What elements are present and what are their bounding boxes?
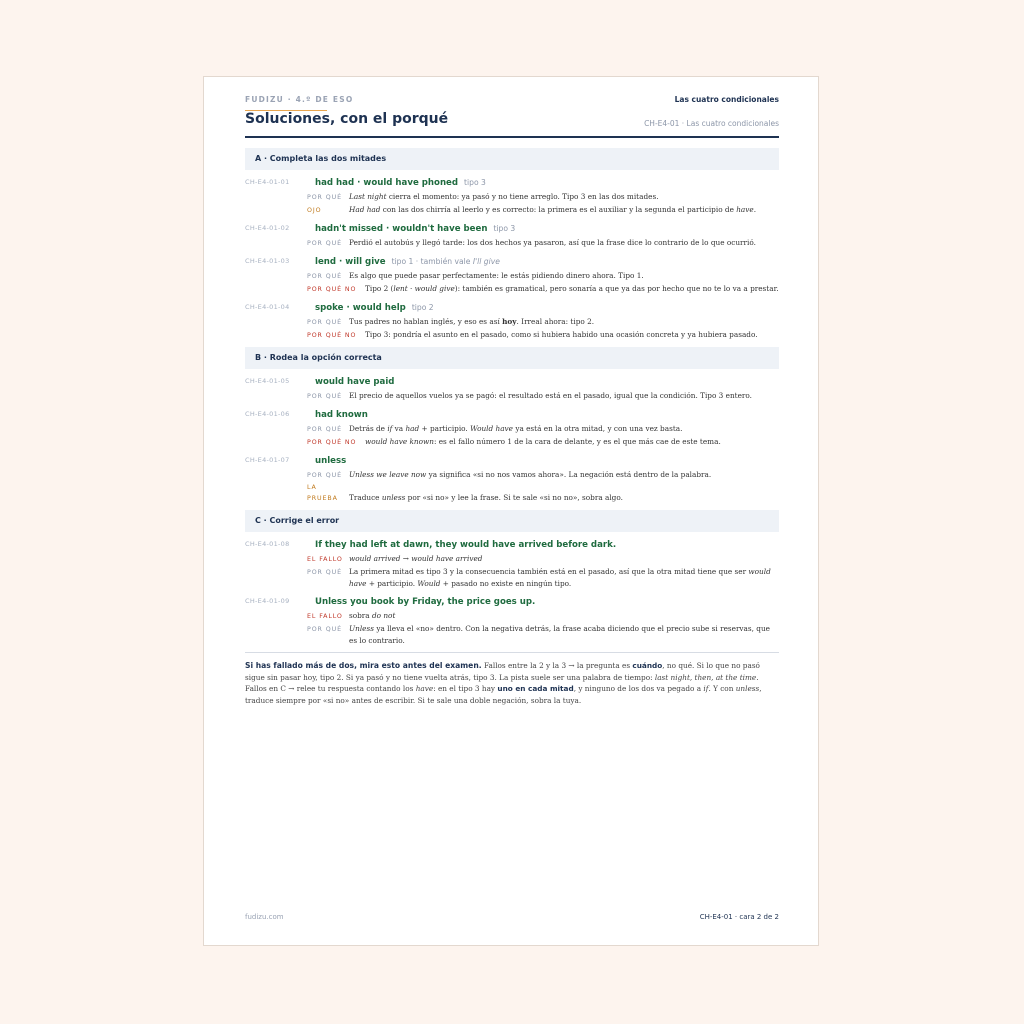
note-porque: POR QUÉ Detrás de if va had + participio. Would have ya está en la otra mitad, y con una vez basta. [307, 424, 683, 433]
note-porque: POR QUÉ Last night cierra el momento: ya pasó y no tiene arreglo. Tipo 3 en las dos mitades. [307, 192, 659, 201]
note-porque: POR QUÉ El precio de aquellos vuelos ya se pagó: el resultado está en el pasado, igual que la condición. Tipo 3 entero. [307, 391, 752, 400]
item-code: CH-E4-01-05 [245, 377, 290, 385]
solution-item [245, 375, 779, 402]
item-answer: had had · would have phoned tipo 3 [315, 178, 486, 188]
item-code: CH-E4-01-02 [245, 224, 290, 232]
brand-label: FUDIZU · 4.º DE ESO [245, 95, 354, 104]
solutions-content [245, 148, 779, 706]
solution-item [245, 538, 779, 589]
section-a-header: A · Completa las dos mitades [245, 148, 779, 170]
page-inner [245, 77, 779, 945]
note-el-fallo: EL FALLO sobra do not [307, 611, 396, 620]
note-porque: POR QUÉ Unless ya lleva el «no» dentro. Con la negativa detrás, la frase acaba diciendo que el precio sube si reservas, que es lo contrario. [307, 624, 770, 645]
note-ojo: OJO Had had con las dos chirría al leerlo y es correcto: la primera es el auxiliar y la segunda el participio de have. [307, 205, 757, 214]
section-b-header: B · Rodea la opción correcta [245, 347, 779, 369]
note-porque-no: POR QUÉ NO Tipo 3: pondría el asunto en el pasado, como si hubiera habido una ocasión concreta y ya hubiera pasado. [307, 330, 758, 339]
summary-paragraph: Si has fallado más de dos, mira esto antes del examen. Fallos entre la 2 y la 3 → la pregunta es cuándo, no qué. Si lo que no pasó sigue sin pasar hoy, tipo 2. Si ya pasó y no tiene vuelta atrás, tipo 3. La pista suele ser una palabra de tiempo: last night, then, at the time. Fallos en C → relee tu respuesta contando los have: en el tipo 3 hay uno en cada mitad, y ninguno de los dos va pegado a if. Y con unless, traduce siempre por «si no» antes de escribir. Si te sale una doble negación, sobra la tuya. [245, 661, 762, 705]
item-code: CH-E4-01-04 [245, 303, 290, 311]
note-el-fallo: EL FALLO would arrived → would have arrived [307, 554, 483, 563]
item-tag: tipo 3 [464, 178, 486, 187]
note-porque-no: POR QUÉ NO Tipo 2 (lent · would give): también es gramatical, pero sonaría a que ya das por hecho que no te lo va a prestar. [307, 284, 779, 293]
solution-item [245, 222, 779, 249]
item-code: CH-E4-01-07 [245, 456, 290, 464]
item-tag: tipo 3 [493, 224, 516, 233]
footer-site: fudizu.com [245, 913, 284, 921]
note-porque: POR QUÉ La primera mitad es tipo 3 y la consecuencia también está en el pasado, así que la otra mitad tiene que ser would have + participio. Would + pasado no existe en ningún tipo. [307, 567, 771, 588]
item-tag: tipo 2 [411, 303, 434, 312]
item-code: CH-E4-01-09 [245, 597, 290, 605]
note-porque-no: POR QUÉ NO would have known: es el fallo número 1 de la cara de delante, y es el que más cae de este tema. [307, 437, 721, 446]
footer-page-number: CH-E4-01 · cara 2 de 2 [699, 913, 779, 921]
item-answer: If they had left at dawn, they would have arrived before dark. [315, 540, 617, 550]
note-porque: POR QUÉ Perdió el autobús y llegó tarde: los dos hechos ya pasaron, así que la frase dice lo contrario de lo que ocurrió. [307, 238, 756, 247]
item-code: CH-E4-01-03 [245, 257, 290, 265]
solution-item [245, 176, 779, 216]
title-divider [245, 136, 779, 138]
item-code: CH-E4-01-01 [245, 178, 290, 186]
item-tag: tipo 1 · también vale I'll give [391, 257, 500, 266]
item-answer: spoke · would help tipo 2 [315, 303, 434, 313]
item-code: CH-E4-01-08 [245, 540, 290, 548]
solution-item [245, 595, 779, 646]
item-answer: unless [315, 456, 347, 466]
worksheet-page [203, 76, 819, 946]
note-porque: POR QUÉ Es algo que puede pasar perfectamente: le estás pidiendo dinero ahora. Tipo 1. [307, 271, 644, 280]
page-title: Soluciones, con el porqué [245, 111, 449, 127]
item-answer: lend · will give tipo 1 · también vale I'll give [315, 257, 500, 267]
item-answer: Unless you book by Friday, the price goes up. [315, 597, 536, 607]
note-la-prueba: LA PRUEBA Traduce unless por «si no» y lee la frase. Si te sale «si no no», sobra algo. [307, 484, 623, 502]
item-answer: had known [315, 410, 368, 420]
topic-label: Las cuatro condicionales [674, 95, 779, 104]
summary-divider [245, 652, 779, 653]
solution-item [245, 408, 779, 448]
item-answer: hadn't missed · wouldn't have been tipo 3 [315, 224, 516, 234]
note-porque: POR QUÉ Tus padres no hablan inglés, y eso es así hoy. Irreal ahora: tipo 2. [307, 317, 595, 326]
item-code: CH-E4-01-06 [245, 410, 290, 418]
section-c-header: C · Corrige el error [245, 510, 779, 532]
sheet-code: CH-E4-01 · Las cuatro condicionales [644, 119, 779, 128]
note-porque: POR QUÉ Unless we leave now ya significa «si no nos vamos ahora». La negación está dentro de la palabra. [307, 470, 712, 479]
solution-item [245, 255, 779, 295]
solution-item [245, 301, 779, 341]
item-answer: would have paid [315, 377, 395, 387]
solution-item [245, 454, 779, 504]
